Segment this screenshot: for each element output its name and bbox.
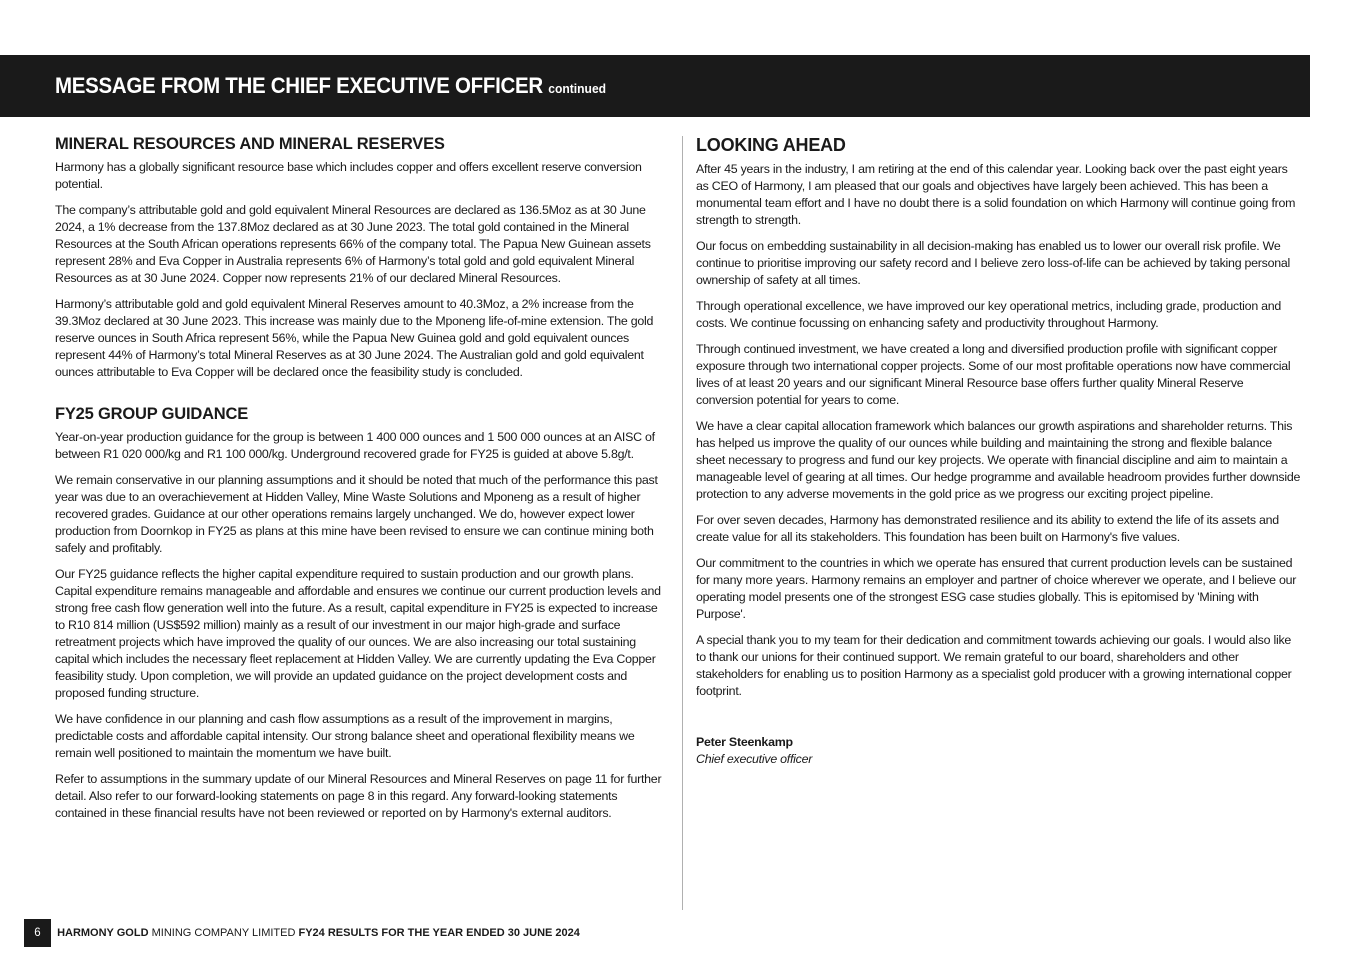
- paragraph: Harmony has a globally significant resource base which includes copper and offers excellent reserve conversion potential.: [55, 160, 642, 191]
- paragraph: For over seven decades, Harmony has demonstrated resilience and its ability to extend the life of its assets and create value for all its stakeholders. This foundation has been built on Harmony's five values.: [696, 513, 1279, 544]
- mineral-resources-heading: MINERAL RESOURCES AND MINERAL RESERVES: [55, 135, 445, 153]
- paragraph: Through continued investment, we have created a long and diversified production profile with significant copper exposure through two international copper projects. Some of our most profitable operations now have commercial lives of at least 20 years and our significant Mineral Resource base offers further quality Mineral Reserve conversion potential for years to come.: [696, 342, 1291, 407]
- paragraph: The company’s attributable gold and gold equivalent Mineral Resources are declared as 136.5Moz as at 30 June 2024, a 1% decrease from the 137.8Moz declared as at 30 June 2023. The total gold contained in the Mineral Resources at the South African operations represents 66% of the company total. The Papua New Guinean assets represent 28% and Eva Copper in Australia represents 6% of Harmony’s total gold and gold equivalent Mineral Resources as at 30 June 2024. Copper now represents 21% of our declared Mineral Resources.: [55, 203, 651, 285]
- paragraph: We remain conservative in our planning assumptions and it should be noted that much of the performance this past year was due to an overachievement at Hidden Valley, Mine Waste Solutions and Mponeng as a result of higher recovered grades. Guidance at our other operations remains largely unchanged. We do, however expect lower production from Doornkop in FY25 as plans at this mine have been revised to ensure we can continue mining both safely and profitably.: [55, 473, 658, 555]
- header-banner: [0, 55, 1310, 117]
- footer-report-title: FY24 RESULTS FOR THE YEAR ENDED 30 JUNE 2024: [298, 927, 580, 939]
- signatory-role: Chief executive officer: [696, 752, 813, 766]
- paragraph: Our focus on embedding sustainability in all decision-making has enabled us to lower our overall risk profile. We continue to prioritise improving our safety record and I believe zero loss-of-life can be achieved by taking personal ownership of safety at all times.: [696, 239, 1291, 287]
- page-number: 6: [24, 919, 51, 947]
- looking-ahead-heading: LOOKING AHEAD: [696, 135, 846, 155]
- paragraph: We have a clear capital allocation framework which balances our growth aspirations and shareholder returns. This has helped us improve the quality of our ounces while building and maintaining the strong and flexible balance sheet necessary to progress and fund our key projects. We operate with financial discipline and aim to maintain a manageable level of gearing at all times. Our hedge programme and available headroom provides further downside protection to any adverse movements in the gold price as we progress our exciting project pipeline.: [696, 419, 1301, 501]
- paragraph: Refer to assumptions in the summary update of our Mineral Resources and Mineral Reserves on page 11 for further detail. Also refer to our forward-looking statements on page 8 in this regard. Any forward-looking statements contained in these financial results have not been reviewed or reported on by Harmony's external auditors.: [55, 772, 662, 820]
- page-footer: [24, 919, 580, 947]
- paragraph: A special thank you to my team for their dedication and commitment towards achieving our goals. I would also like to thank our unions for their continued support. We remain grateful to our board, shareholders and other stakeholders for enabling us to position Harmony as a specialist gold producer with a growing international copper footprint.: [696, 633, 1292, 698]
- paragraph: We have confidence in our planning and cash flow assumptions as a result of the improvement in margins, predictable costs and affordable capital intensity. Our strong balance sheet and operational flexibility means we remain well positioned to maintain the momentum we have built.: [55, 712, 635, 760]
- paragraph: After 45 years in the industry, I am retiring at the end of this calendar year. Looking back over the past eight years as CEO of Harmony, I am pleased that our goals and objectives have largely been achieved. This has been a monumental team effort and I have no doubt there is a solid foundation on which Harmony will continue going from strength to strength.: [696, 162, 1296, 227]
- paragraph: Our FY25 guidance reflects the higher capital expenditure required to sustain production and our growth plans. Capital expenditure remains manageable and affordable and ensures we continue our current production levels and strong free cash flow generation well into the future. As a result, capital expenditure in FY25 is expected to increase to R10 814 million (US$592 million) mainly as a result of our investment in our major high-grade and surface retreatment projects which have improved the quality of our ounces. We are also increasing our total sustaining capital which includes the necessary fleet replacement at Hidden Valley. We are currently updating the Eva Copper feasibility study. Upon completion, we will provide an updated guidance on the project development costs and proposed funding structure.: [55, 567, 661, 700]
- continued-label: continued: [548, 81, 607, 96]
- left-column: [55, 134, 670, 831]
- footer-company-rest: MINING COMPANY LIMITED: [151, 927, 296, 939]
- column-divider: [682, 136, 683, 910]
- paragraph: Harmony’s attributable gold and gold equivalent Mineral Reserves amount to 40.3Moz, a 2% increase from the 39.3Moz declared at 30 June 2023. This increase was mainly due to the Mponeng life-of-mine extension. The gold reserve ounces in South Africa represent 56%, while the Papua New Guinea gold and gold equivalent ounces represent 44% of Harmony’s total Mineral Reserves as at 30 June 2024. The Australian gold and gold equivalent ounces attributable to Eva Copper will be declared once the feasibility study is concluded.: [55, 297, 654, 379]
- signatory-name: Peter Steenkamp: [696, 735, 793, 749]
- right-column: [696, 134, 1302, 768]
- page-title: [55, 73, 606, 99]
- group-guidance-heading: FY25 GROUP GUIDANCE: [55, 405, 249, 423]
- paragraph: Through operational excellence, we have improved our key operational metrics, including grade, production and costs. We continue focussing on enhancing safety and productivity throughout Harmony.: [696, 299, 1282, 330]
- footer-company-bold: HARMONY GOLD: [57, 927, 149, 939]
- paragraph: Year-on-year production guidance for the group is between 1 400 000 ounces and 1 500 000 ounces at an AISC of between R1 020 000/kg and R1 100 000/kg. Underground recovered grade for FY25 is guided at above 5.8g/t.: [55, 430, 655, 461]
- paragraph: Our commitment to the countries in which we operate has ensured that current production levels can be sustained for many more years. Harmony remains an employer and partner of choice wherever we operate, and I believe our operating model presents one of the strongest ESG case studies globally. This is epitomised by 'Mining with Purpose'.: [696, 556, 1297, 621]
- page-title-text: MESSAGE FROM THE CHIEF EXECUTIVE OFFICER: [55, 73, 543, 98]
